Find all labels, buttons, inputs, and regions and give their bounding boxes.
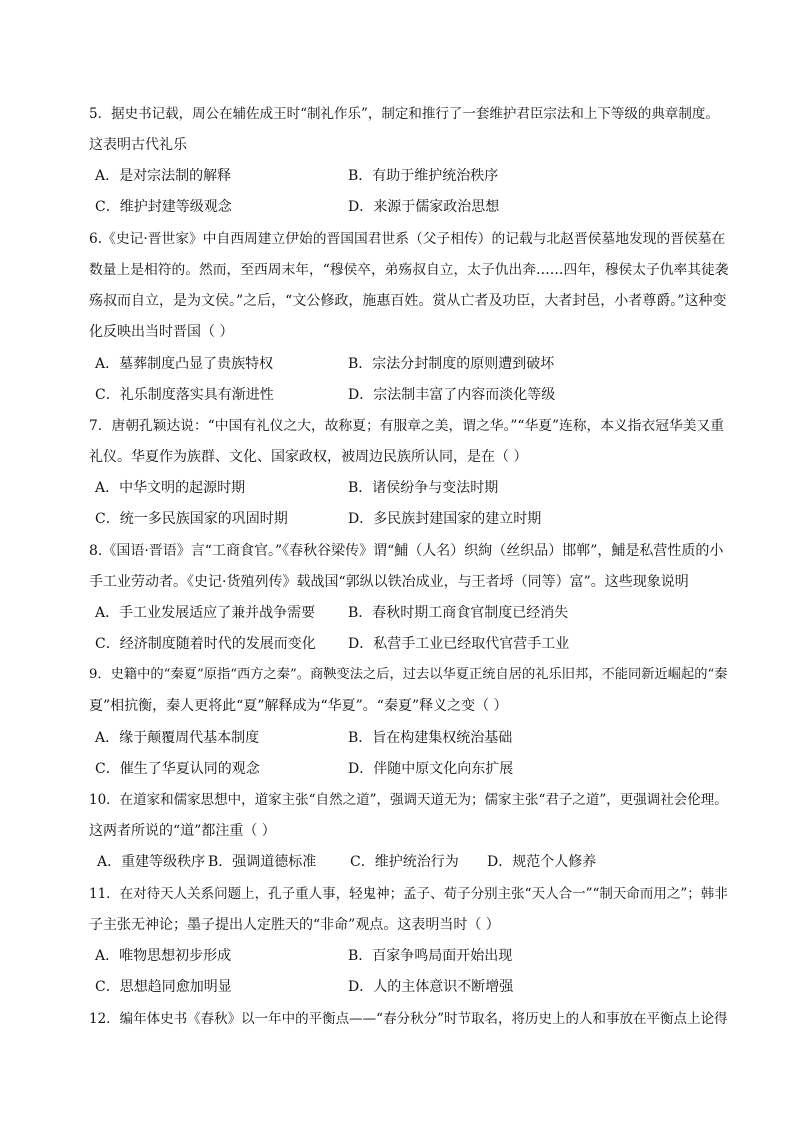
question-text-line: 化反映出当时晋国（ ） — [89, 324, 234, 340]
question-text-line: 子主张无神论；墨子提出人定胜天的“非命”观点。这表明当时（ ） — [89, 917, 500, 933]
option-a[interactable]: A．手工业发展适应了兼并战争需要 — [95, 605, 316, 621]
option-b[interactable]: B．旨在构建集权统治基础 — [348, 730, 513, 746]
question-text-line: 5．据史书记载，周公在辅佐成王时“制礼作乐”，制定和推行了一套维护君臣宗法和上下等级的典章制度。 — [89, 106, 719, 122]
option-b[interactable]: B．诸侯纷争与变法时期 — [348, 480, 499, 496]
question-text-line: 殇叔而自立，是为文侯。”之后，“文公修政，施惠百姓。赏从亡者及功臣，大者封邑，小者尊爵。”这种变 — [89, 293, 727, 309]
option-a[interactable]: A．唯物思想初步形成 — [95, 948, 232, 964]
option-d[interactable]: D．规范个人修养 — [487, 854, 597, 870]
option-b[interactable]: B．宗法分封制度的原则遭到破坏 — [348, 356, 555, 372]
question-text-line: 6.《史记·晋世家》中自西周建立伊始的晋国国君世系（父子相传）的记载与北赵晋侯墓地发现的晋侯墓在 — [89, 231, 726, 247]
question-text-line: 手工业劳动者。《史记·货殖列传》载战国“郭纵以铁冶成业，与王者埒（同等）富”。这些现象说明 — [89, 574, 689, 590]
option-d[interactable]: D．来源于儒家政治思想 — [348, 199, 500, 215]
question-text-line: 8.《国语·晋语》言“工商食官。”《春秋谷梁传》谓“鯆（人名）织絇（丝织品）邯郸”，鯆是私营性质的小 — [89, 543, 724, 559]
option-c[interactable]: C．经济制度随着时代的发展而变化 — [95, 636, 316, 652]
option-d[interactable]: D．私营手工业已经取代官营手工业 — [348, 636, 570, 652]
option-d[interactable]: D．宗法制丰富了内容而淡化等级 — [348, 387, 556, 403]
option-c[interactable]: C．维护统治行为 — [350, 854, 459, 870]
option-a[interactable]: A．中华文明的起源时期 — [95, 480, 246, 496]
option-b[interactable]: B．百家争鸣局面开始出现 — [348, 948, 513, 964]
option-a[interactable]: A．是对宗法制的解释 — [95, 168, 232, 184]
option-c[interactable]: C．维护封建等级观念 — [95, 199, 232, 215]
option-a[interactable]: A．重建等级秩序 — [97, 854, 206, 870]
option-a[interactable]: A．墓葬制度凸显了贵族特权 — [95, 356, 274, 372]
question-text-line: 9．史籍中的“秦夏”原指“西方之秦”。商鞅变法之后，过去以华夏正统自居的礼乐旧邦，不能同新近崛起的“秦 — [89, 667, 728, 682]
question-text-line: 数量上是相符的。然而，至西周末年，“穆侯卒，弟殇叔自立，太子仇出奔……四年，穆侯太子仇率其徒袭 — [89, 262, 729, 278]
question-text-line: 夏”相抗衡，秦人更将此“夏”解释成为“华夏”。“秦夏”释义之变（ ） — [89, 698, 508, 714]
question-text-line: 12．编年体史书《春秋》以一年中的平衡点——“春分秋分”时节取名，将历史上的人和事放在平衡点上论得 — [89, 1011, 728, 1027]
option-d[interactable]: D．人的主体意识不断增强 — [348, 979, 514, 995]
question-text-line: 礼仪。华夏作为族群、文化、国家政权，被周边民族所认同，是在（ ） — [89, 449, 528, 465]
option-d[interactable]: D．多民族封建国家的建立时期 — [348, 511, 542, 527]
option-a[interactable]: A．缘于颠覆周代基本制度 — [95, 730, 260, 746]
option-c[interactable]: C．思想趋同愈加明显 — [95, 979, 232, 995]
option-b[interactable]: B．春秋时期工商食官制度已经消失 — [348, 605, 569, 621]
question-text-line: 10．在道家和儒家思想中，道家主张“自然之道”，强调天道无为；儒家主张“君子之道”，更强调社会伦理。 — [89, 792, 728, 808]
question-text-line: 这两者所说的“道”都注重（ ） — [89, 823, 276, 839]
option-c[interactable]: C．礼乐制度落实具有渐进性 — [95, 387, 274, 403]
option-b[interactable]: B．强调道德标准 — [208, 854, 317, 870]
question-text-line: 7．唐朝孔颖达说：“中国有礼仪之大，故称夏；有服章之美，谓之华。”“华夏”连称，本义指衣冠华美又重 — [89, 418, 724, 434]
option-b[interactable]: B．有助于维护统治秩序 — [348, 168, 499, 184]
question-text-line: 这表明古代礼乐 — [89, 137, 187, 153]
option-d[interactable]: D．伴随中原文化向东扩展 — [348, 761, 514, 777]
option-c[interactable]: C．催生了华夏认同的观念 — [95, 761, 260, 777]
option-c[interactable]: C．统一多民族国家的巩固时期 — [95, 511, 288, 527]
question-text-line: 11．在对待天人关系问题上，孔子重人事，轻鬼神；孟子、荀子分别主张“天人合一”“制天命而用之”；韩非 — [89, 886, 728, 902]
